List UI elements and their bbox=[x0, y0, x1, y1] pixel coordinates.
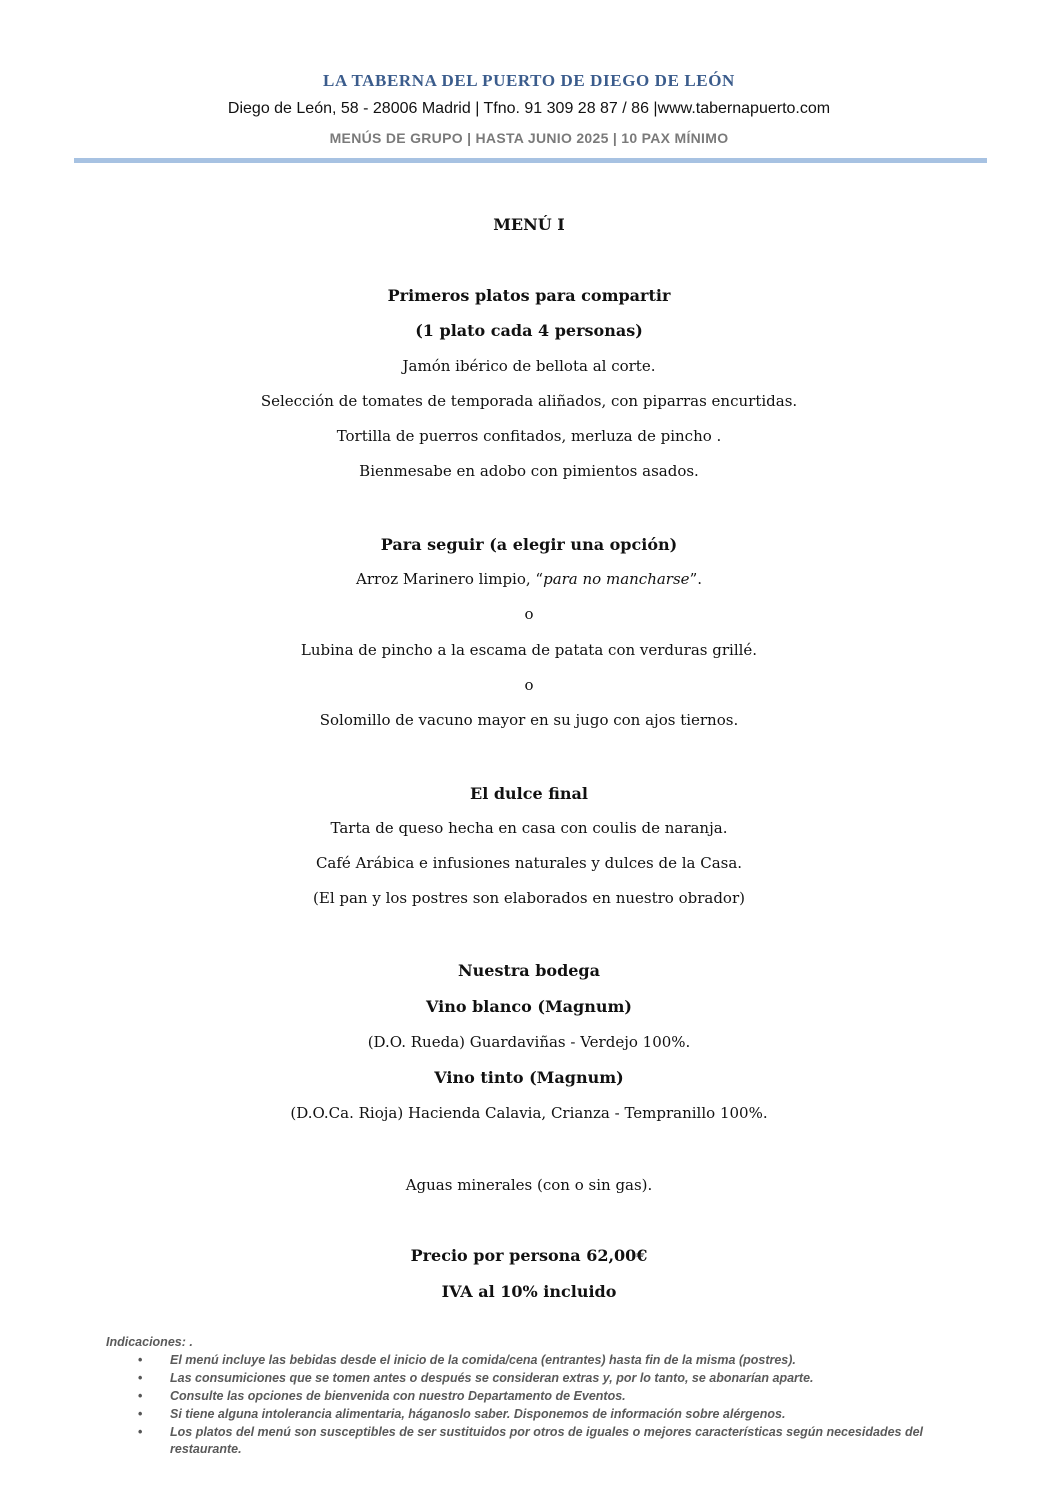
menu-title: MENÚ I bbox=[493, 215, 565, 234]
main-option-1-suffix: ”. bbox=[689, 570, 702, 588]
starter-item: Jamón ibérico de bellota al corte. bbox=[402, 357, 656, 375]
white-wine-heading: Vino blanco (Magnum) bbox=[426, 997, 632, 1016]
main-option-1 bbox=[0, 570, 1058, 588]
dessert-item: Tarta de queso hecha en casa con coulis de naranja. bbox=[330, 819, 728, 837]
starter-item: Selección de tomates de temporada aliñados, con piparras encurtidas. bbox=[260, 392, 798, 410]
list-item bbox=[106, 1370, 966, 1387]
list-item bbox=[106, 1406, 966, 1423]
bullet-icon: • bbox=[138, 1353, 143, 1367]
header-divider bbox=[74, 158, 987, 163]
starter-item: Bienmesabe en adobo con pimientos asados. bbox=[359, 462, 699, 480]
note-text: Los platos del menú son susceptibles de ser sustituidos por otros de iguales o mejores características según necesidades del restaurante. bbox=[170, 1425, 924, 1456]
red-wine-heading: Vino tinto (Magnum) bbox=[434, 1068, 624, 1087]
restaurant-address: Diego de León, 58 - 28006 Madrid | Tfno. 91 309 28 87 / 86 |www.tabernapuerto.com bbox=[227, 100, 831, 117]
mains-heading: Para seguir (a elegir una opción) bbox=[380, 535, 678, 554]
notes-list bbox=[106, 1352, 966, 1458]
option-separator: o bbox=[524, 676, 534, 694]
wine-heading: Nuestra bodega bbox=[458, 961, 600, 980]
list-item bbox=[106, 1352, 966, 1369]
main-option-1-prefix: Arroz Marinero limpio, “ bbox=[355, 570, 544, 588]
bullet-icon: • bbox=[138, 1389, 143, 1403]
vat-note: IVA al 10% incluido bbox=[441, 1282, 617, 1301]
white-wine: (D.O. Rueda) Guardaviñas - Verdejo 100%. bbox=[367, 1033, 691, 1051]
notes-section bbox=[106, 1335, 966, 1459]
dessert-item: Café Arábica e infusiones naturales y dulces de la Casa. bbox=[315, 854, 743, 872]
option-separator: o bbox=[524, 605, 534, 623]
note-text: Si tiene alguna intolerancia alimentaria, háganoslo saber. Disponemos de información sobre alérgenos. bbox=[170, 1407, 786, 1421]
main-option-1-italic: para no mancharse bbox=[543, 570, 690, 588]
menu-subtitle: MENÚS DE GRUPO | HASTA JUNIO 2025 | 10 PAX MÍNIMO bbox=[329, 130, 729, 146]
dessert-note: (El pan y los postres son elaborados en nuestro obrador) bbox=[313, 889, 745, 907]
red-wine: (D.O.Ca. Rioja) Hacienda Calavia, Crianza - Tempranillo 100%. bbox=[290, 1104, 768, 1122]
restaurant-name: LA TABERNA DEL PUERTO DE DIEGO DE LEÓN bbox=[323, 71, 735, 90]
starter-item: Tortilla de puerros confitados, merluza de pincho . bbox=[336, 427, 722, 445]
starters-note: (1 plato cada 4 personas) bbox=[415, 321, 643, 340]
starters-heading: Primeros platos para compartir bbox=[387, 286, 671, 305]
note-text: Las consumiciones que se tomen antes o después se consideran extras y, por lo tanto, se abonarían aparte. bbox=[170, 1371, 814, 1385]
notes-title: Indicaciones: . bbox=[106, 1335, 193, 1349]
bullet-icon: • bbox=[138, 1407, 143, 1421]
list-item bbox=[106, 1424, 966, 1458]
price: Precio por persona 62,00€ bbox=[410, 1246, 648, 1265]
bullet-icon: • bbox=[138, 1371, 143, 1385]
water: Aguas minerales (con o sin gas). bbox=[405, 1176, 653, 1194]
note-text: Consulte las opciones de bienvenida con nuestro Departamento de Eventos. bbox=[170, 1389, 626, 1403]
dessert-heading: El dulce final bbox=[470, 784, 588, 803]
main-option-3: Solomillo de vacuno mayor en su jugo con ajos tiernos. bbox=[319, 711, 739, 729]
list-item bbox=[106, 1388, 966, 1405]
note-text: El menú incluye las bebidas desde el inicio de la comida/cena (entrantes) hasta fin de la misma (postres). bbox=[170, 1353, 796, 1367]
main-option-2: Lubina de pincho a la escama de patata con verduras grillé. bbox=[300, 641, 758, 659]
bullet-icon: • bbox=[138, 1425, 143, 1439]
